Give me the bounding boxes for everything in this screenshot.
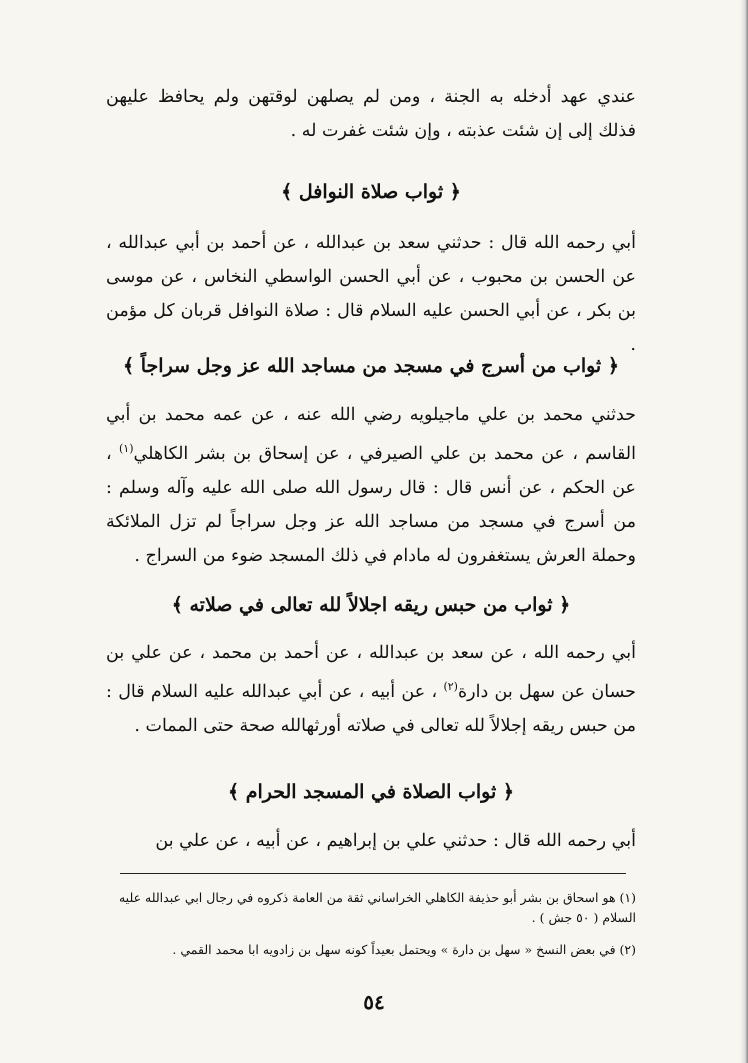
footnote-2: (٢) في بعض النسخ « سهل بن دارة » ويحتمل بعيداً كونه سهل بن زادويه ابا محمد القمي . (172, 942, 636, 957)
section-heading-4: ﴿ ثواب الصلاة في المسجد الحرام ﴾ (227, 781, 515, 803)
section-text-3 (106, 636, 636, 743)
section-heading-3: ﴿ ثواب من حبس ريقه اجلالاً لله تعالى في صلاته ﴾ (171, 594, 571, 616)
footnote-ref-2: (٢) (443, 680, 458, 693)
section-text-3-part-1: أبي رحمه الله ، عن سعد بن عبدالله ، عن أحمد بن محمد ، عن علي بن حسان عن سهل بن دارة (106, 643, 637, 702)
section-text-2-part-2: ، عن الحكم ، عن أنس قال : قال رسول الله صلى الله عليه وآله وسلم : من أسرج في مسجد من مساجد الله عز وجل سراجاً لم تزل الملائكة وحملة العرش يستغفرون له مادام في ذلك المسجد ضوء من السراج . (106, 443, 636, 566)
section-text-2-part-1: حدثني محمد بن علي ماجيلويه رضي الله عنه ، عن عمه محمد بن أبي القاسم ، عن محمد بن علي الصيرفي ، عن إسحاق بن بشر الكاهلي (106, 405, 636, 464)
footnote-divider (120, 873, 626, 874)
page-edge-shadow (740, 0, 748, 1063)
page-number: ٥٤ (363, 990, 385, 1014)
section-text-1: أبي رحمه الله قال : حدثني سعد بن عبدالله ، عن أحمد بن أبي عبدالله ، عن الحسن بن محبوب ، عن أبي الحسن الواسطي النخاس ، عن موسى بن بكر ، عن أبي الحسن عليه السلام قال : صلاة النوافل قربان كل مؤمن . (106, 233, 636, 355)
section-text-3-part-2: ، عن أبيه ، عن أبي عبدالله عليه السلام قال : من حبس ريقه إجلالاً لله تعالى في صلاته أورثهالله صحة حتى الممات . (106, 681, 636, 736)
footnote-ref-1: (١) (118, 442, 134, 455)
section-text-4: أبي رحمه الله قال : حدثني علي بن إبراهيم ، عن أبيه ، عن علي بن (155, 831, 636, 851)
intro-paragraph: عندي عهد أدخله به الجنة ، ومن لم يصلهن لوقتهن ولم يحافظ عليهن فذلك إلى إن شئت عذبته ، وإن شئت غفرت له . (106, 87, 636, 141)
section-heading-2: ﴿ ثواب من أسرج في مسجد من مساجد الله عز وجل سراجاً ﴾ (123, 355, 619, 377)
footnote-1: (١) هو اسحاق بن بشر أبو حذيفة الكاهلي الخراساني ثقة من العامة ذكروه في رجال ابي عبدالله عليه السلام ( ٥٠ جش ) . (118, 890, 636, 925)
section-text-2 (106, 398, 636, 573)
section-heading-1: ﴿ ثواب صلاة النوافل ﴾ (281, 181, 461, 203)
